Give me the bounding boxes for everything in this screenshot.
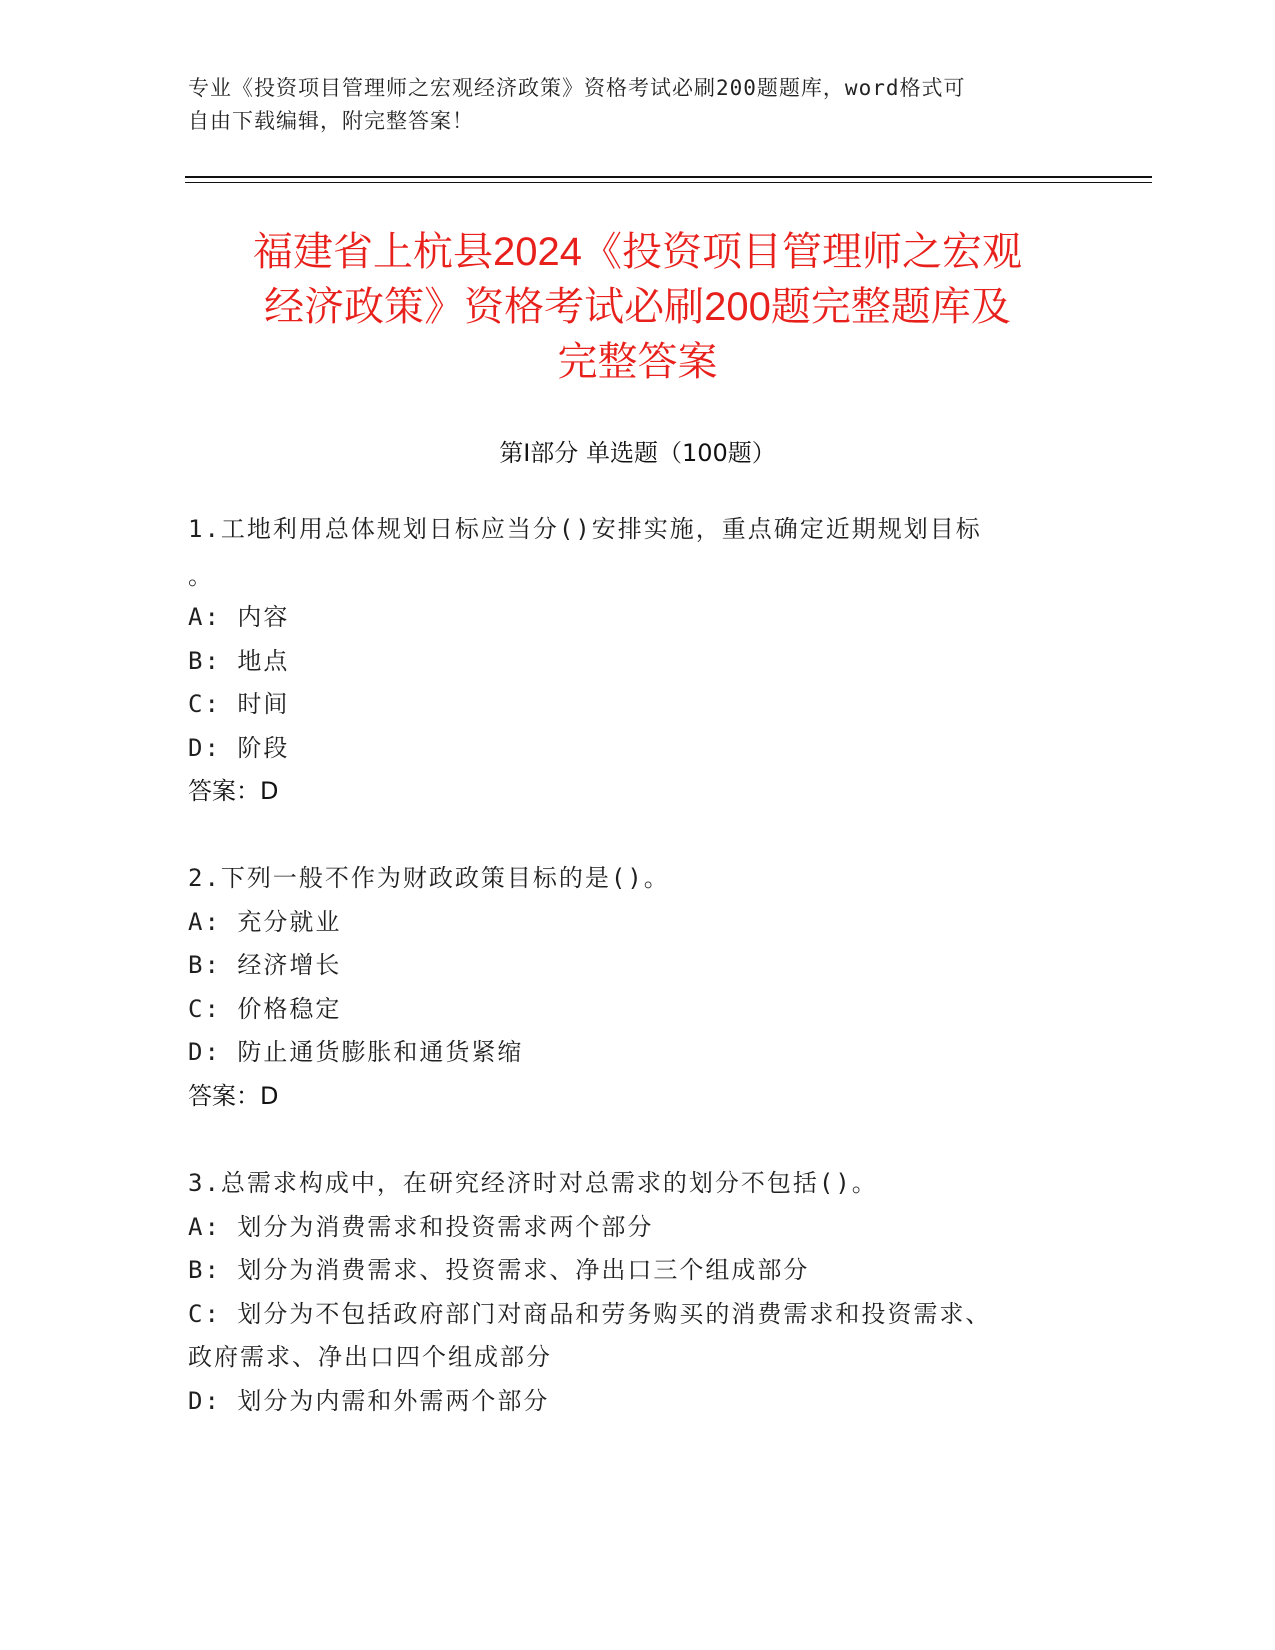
- question-3-option-c-continued: 政府需求、净出口四个组成部分: [188, 1343, 552, 1371]
- question-1-option-d: D: 阶段: [188, 734, 290, 762]
- question-1-option-c: C: 时间: [188, 690, 290, 718]
- question-1-stem-continued: 。: [188, 562, 214, 590]
- question-1-option-a: A: 内容: [188, 603, 290, 631]
- question-1-answer: 答案：D: [188, 777, 279, 805]
- header-note: [188, 72, 1068, 138]
- question-2-stem: 2.下列一般不作为财政政策目标的是()。: [188, 864, 670, 892]
- question-3-option-c: C: 划分为不包括政府部门对商品和劳务购买的消费需求和投资需求、: [188, 1300, 992, 1328]
- question-2-option-d: D: 防止通货膨胀和通货紧缩: [188, 1038, 524, 1066]
- question-2-answer: 答案：D: [188, 1082, 279, 1110]
- header-rule-thin: [185, 182, 1152, 183]
- question-3-option-b: B: 划分为消费需求、投资需求、净出口三个组成部分: [188, 1256, 810, 1284]
- document-title: [170, 225, 1105, 390]
- header-note-line-2: 自由下载编辑，附完整答案！: [188, 109, 474, 133]
- question-3-stem: 3.总需求构成中，在研究经济时对总需求的划分不包括()。: [188, 1169, 878, 1197]
- question-2-option-c: C: 价格稳定: [188, 995, 342, 1023]
- question-2-option-b: B: 经济增长: [188, 951, 342, 979]
- question-2-option-a: A: 充分就业: [188, 908, 342, 936]
- title-line-1: 福建省上杭县2024《投资项目管理师之宏观: [253, 230, 1022, 274]
- title-line-2: 经济政策》资格考试必刷200题完整题库及: [264, 285, 1011, 329]
- question-3-option-a: A: 划分为消费需求和投资需求两个部分: [188, 1213, 654, 1241]
- section-heading: 第Ⅰ部分 单选题（100题）: [499, 439, 776, 467]
- header-note-line-1: 专业《投资项目管理师之宏观经济政策》资格考试必刷200题题库，word格式可: [188, 76, 966, 100]
- question-3-option-d: D: 划分为内需和外需两个部分: [188, 1387, 550, 1415]
- title-line-3: 完整答案: [557, 340, 718, 384]
- question-1-stem: 1.工地利用总体规划日标应当分()安排实施，重点确定近期规划目标: [188, 515, 982, 543]
- header-rule-thick: [185, 176, 1152, 178]
- question-1-option-b: B: 地点: [188, 647, 290, 675]
